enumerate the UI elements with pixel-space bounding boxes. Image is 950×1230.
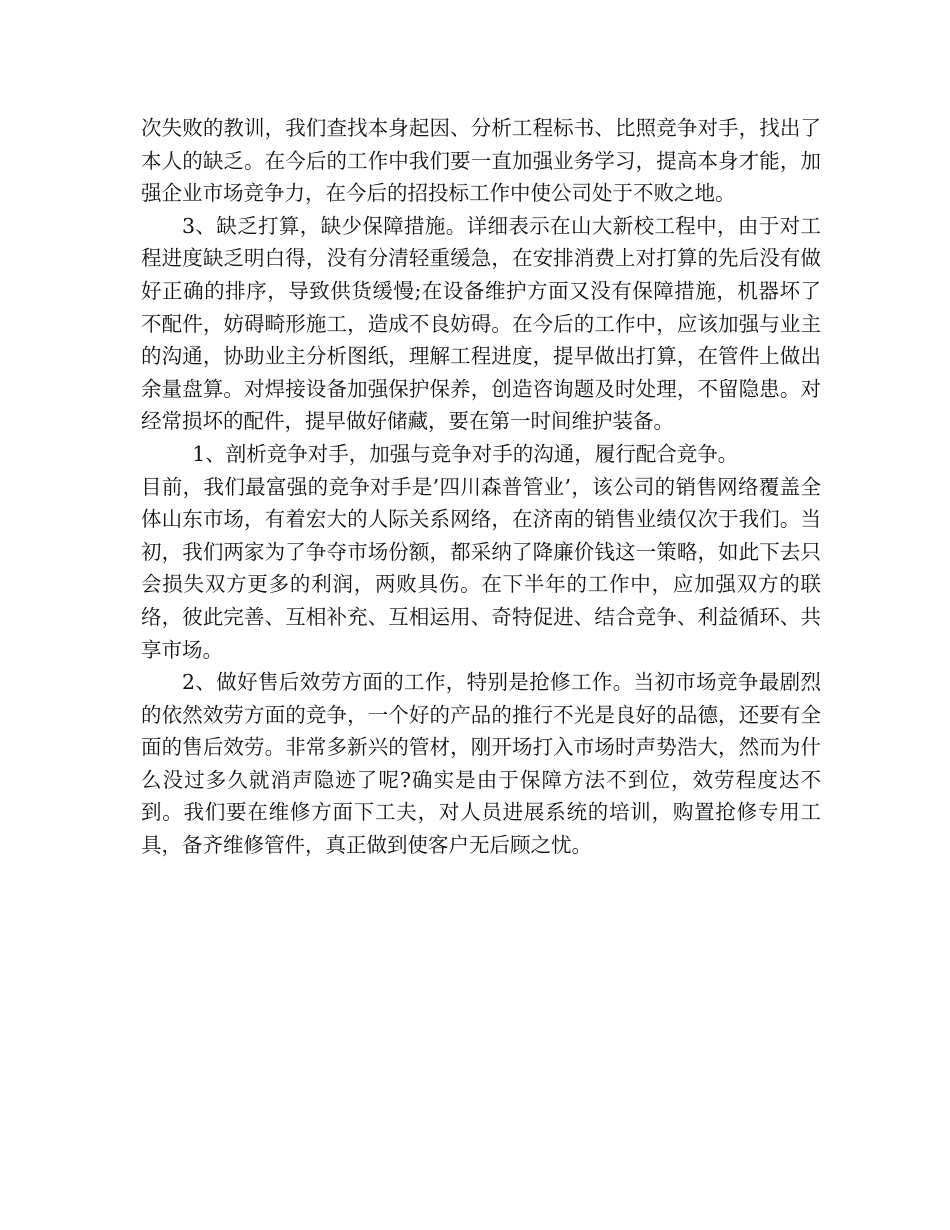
- paragraph-competitor-analysis-heading: 1、剖析竞争对手，加强与竞争对手的沟通，履行配合竞争。: [192, 441, 739, 466]
- document-body: [141, 112, 821, 862]
- paragraph-competitor-analysis: 目前，我们最富强的竞争对手是’四川森普管业’，该公司的销售网络覆盖全体山东市场，有着宏大的人际关系网络，在济南的销售业绩仅次于我们。当初，我们两家为了争夺市场份额，都采纳了降廉价钱这一策略，如此下去只会损失双方更多的利润，两败具伤。在下半年的工作中，应加强双方的联络，彼此完善、互相补充、互相运用、奇特促进、结合竞争、利益循环、共享市场。: [141, 474, 821, 662]
- paragraph-after-sales-service: 2、做好售后效劳方面的工作，特别是抢修工作。当初市场竞争最剧烈的依然效劳方面的竞争，一个好的产品的推行不光是良好的品德，还要有全面的售后效劳。非常多新兴的管材，刚开场打入市场时声势浩大，然而为什么没过多久就消声隐迹了呢?确实是由于保障方法不到位，效劳程度达不到。我们要在维修方面下工夫，对人员进展系统的培训，购置抢修专用工具，备齐维修管件，真正做到使客户无后顾之忧。: [141, 670, 821, 858]
- paragraph-planning-measures: 3、缺乏打算，缺少保障措施。详细表示在山大新校工程中，由于对工程进度缺乏明白得，没有分清轻重缓急，在安排消费上对打算的先后没有做好正确的排序，导致供货缓慢;在设备维护方面又没有保障措施，机器坏了不配件，妨碍畸形施工，造成不良妨碍。在今后的工作中，应该加强与业主的沟通，协助业主分析图纸，理解工程进度，提早做出打算，在管件上做出余量盘算。对焊接设备加强保护保养，创造咨询题及时处理，不留隐患。对经常损坏的配件，提早做好储藏，要在第一时间维护装备。: [141, 213, 821, 434]
- paragraph-failure-lesson: 次失败的教训，我们查找本身起因、分析工程标书、比照竞争对手，找出了本人的缺乏。在今后的工作中我们要一直加强业务学习，提高本身才能，加强企业市场竞争力，在今后的招投标工作中使公司处于不败之地。: [141, 116, 821, 206]
